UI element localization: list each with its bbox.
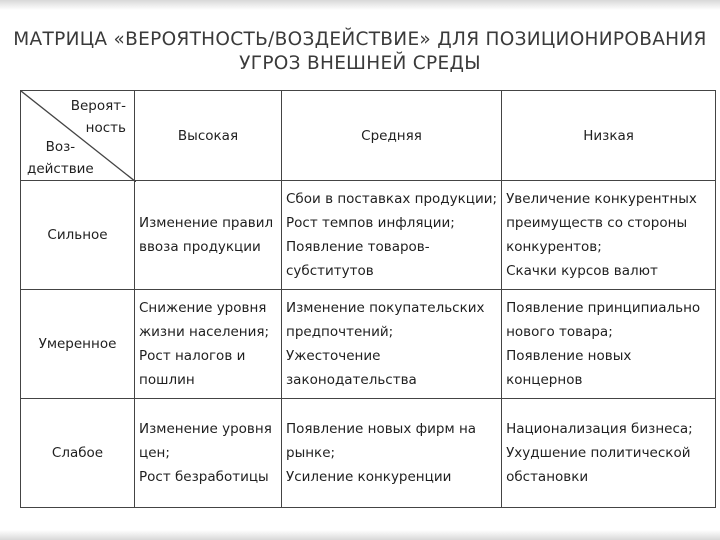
- impact-axis-label: [27, 136, 94, 180]
- cell-text-line: законодательства: [286, 372, 417, 388]
- table-row-weak: [21, 399, 716, 508]
- cell-text-line: пошлин: [139, 372, 195, 388]
- table-cell: [135, 290, 282, 399]
- cell-text-line: Скачки курсов валют: [506, 263, 658, 279]
- cell-text-line: Появление принципиально: [506, 300, 701, 316]
- top-edge-shade: [0, 0, 720, 10]
- cell-text-line: Появление товаров-: [286, 239, 430, 255]
- corner-cell: [21, 91, 135, 181]
- cell-text-line: Снижение уровня: [139, 300, 267, 316]
- header-row: [21, 91, 716, 181]
- title-line-2: УГРОЗ ВНЕШНЕЙ СРЕДЫ: [239, 53, 481, 74]
- cell-text-line: цен;: [139, 445, 170, 461]
- cell-text-line: обстановки: [506, 469, 589, 485]
- cell-text-line: Ухудшение политической: [506, 445, 691, 461]
- cell-text-line: рынке;: [286, 445, 336, 461]
- table-cell: [282, 399, 502, 508]
- column-header-high: [135, 91, 282, 181]
- cell-text-line: Изменение уровня: [139, 421, 272, 437]
- cell-text-line: Сбои в поставках продукции;: [286, 191, 498, 207]
- cell-text-line: Рост темпов инфляции;: [286, 215, 455, 231]
- table-cell: [135, 399, 282, 508]
- threat-matrix-table: [20, 90, 716, 508]
- probability-axis-label: [71, 95, 126, 139]
- title-line-1: МАТРИЦА «ВЕРОЯТНОСТЬ/ВОЗДЕЙСТВИЕ» ДЛЯ ПОЗИЦИОНИРОВАНИЯ: [13, 29, 707, 50]
- cell-text-line: предпочтений;: [286, 324, 394, 340]
- column-header-medium: [282, 91, 502, 181]
- impact-label-line-1: Воз-: [45, 139, 76, 155]
- row-label-moderate: Умеренное: [21, 290, 135, 399]
- table-cell: [282, 181, 502, 290]
- table-cell: [135, 181, 282, 290]
- table-row-moderate: [21, 290, 716, 399]
- column-header-label: Средняя: [361, 127, 422, 144]
- cell-text-line: Рост налогов и: [139, 348, 246, 364]
- bottom-edge-shade: [0, 530, 720, 540]
- cell-text-line: Национализация бизнеса;: [506, 421, 693, 437]
- cell-text-line: Увеличение конкурентных: [506, 191, 697, 207]
- cell-text-line: нового товара;: [506, 324, 613, 340]
- cell-text-line: ввоза продукции: [139, 239, 261, 255]
- column-header-label: Высокая: [177, 127, 239, 144]
- cell-text-line: Появление новых: [506, 348, 632, 364]
- cell-text-line: Ужесточение: [286, 348, 381, 364]
- table-row-strong: [21, 181, 716, 290]
- probability-label-line-1: Вероят-: [70, 98, 126, 114]
- table-cell: [502, 290, 716, 399]
- cell-text-line: Усиление конкуренции: [286, 469, 452, 485]
- row-label-strong: Сильное: [21, 181, 135, 290]
- cell-text-line: концернов: [506, 372, 583, 388]
- probability-label-line-2: ность: [85, 120, 126, 136]
- column-header-label: Низкая: [583, 127, 634, 144]
- impact-label-line-2: действие: [27, 161, 94, 177]
- cell-text-line: преимуществ со стороны: [506, 215, 688, 231]
- page-title: [0, 28, 720, 76]
- table-cell: [502, 181, 716, 290]
- row-label-weak: Слабое: [21, 399, 135, 508]
- cell-text-line: Рост безработицы: [139, 469, 269, 485]
- cell-text-line: Изменение правил: [139, 215, 274, 231]
- cell-text-line: Появление новых фирм на: [286, 421, 477, 437]
- table-cell: [282, 290, 502, 399]
- cell-text-line: конкурентов;: [506, 239, 602, 255]
- table-cell: [502, 399, 716, 508]
- cell-text-line: жизни населения;: [139, 324, 270, 340]
- column-header-low: [502, 91, 716, 181]
- cell-text-line: Изменение покупательских: [286, 300, 485, 316]
- cell-text-line: субститутов: [286, 263, 374, 279]
